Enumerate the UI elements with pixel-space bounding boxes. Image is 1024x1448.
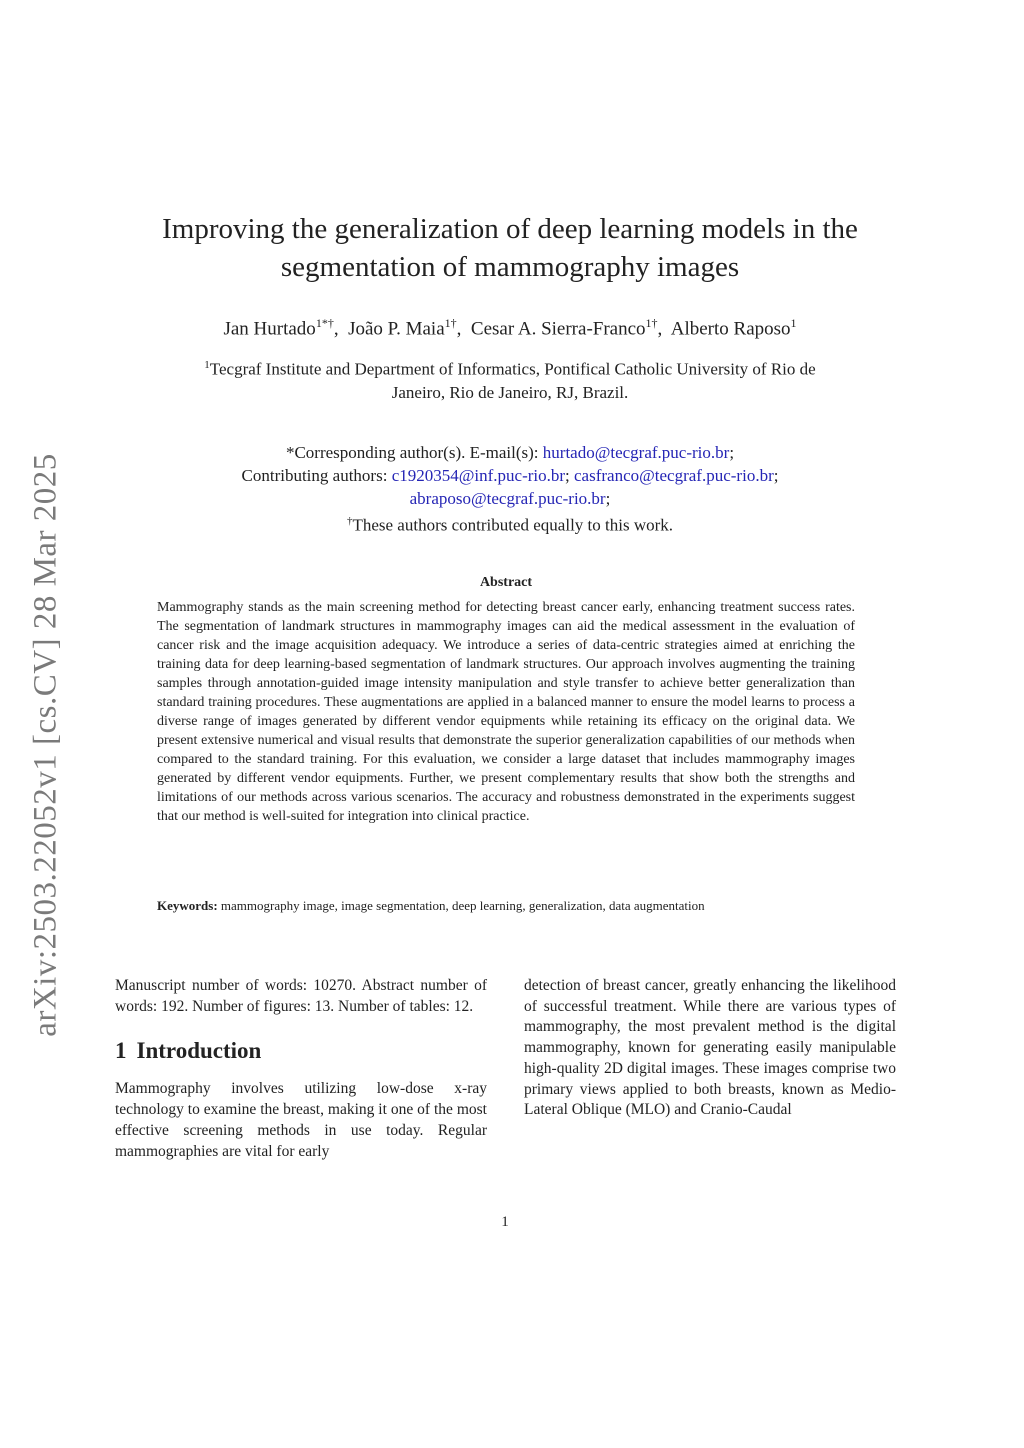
manuscript-info: Manuscript number of words: 10270. Abstract number of words: 192. Number of figures: 13. Number of tables: 12. (115, 977, 487, 1015)
left-column (115, 976, 487, 1162)
equal-contribution-mark: † (346, 515, 353, 527)
contributing-email-link[interactable]: c1920354@inf.puc-rio.br (391, 466, 566, 485)
intro-paragraph-continued: detection of breast cancer, greatly enhancing the likelihood of successful treatment. While there are various types of mammography, the most prevalent method is the digital mammography, known for generating easily manipulable high-quality 2D digital images. These images comprise two primary views applied to both breasts, known as Medio-Lateral Oblique (MLO) and Cranio-Caudal (524, 977, 896, 1119)
affiliation-mark: 1 (204, 359, 210, 371)
keywords-text: mammography image, image segmentation, deep learning, generalization, data augmentation (220, 898, 705, 913)
equal-contribution-note: These authors contributed equally to this work. (352, 515, 674, 535)
paper-title (130, 210, 890, 286)
contributing-email-link[interactable]: casfranco@tecgraf.puc-rio.br (574, 466, 774, 485)
author-list: Jan Hurtado$^{1*\dagger}$, João P. Maia$^{1\dagger}$, Cesar A. Sierra-Franco$^{1\dagger}$, Alberto Raposo$^1$ (223, 316, 797, 340)
affiliation (120, 354, 900, 404)
author-name: João P. Maia (348, 318, 445, 340)
affiliation-line-2: Janeiro, Rio de Janeiro, RJ, Brazil. (391, 382, 629, 402)
arxiv-stamp: arXiv:2503.22052v1 [cs.CV] 28 Mar 2025 (27, 453, 64, 1037)
right-column (524, 976, 896, 1121)
author-marks: 1 (790, 316, 797, 330)
author-name: Jan Hurtado (223, 318, 316, 340)
title-line-1: Improving the generalization of deep learning models in the (162, 213, 858, 245)
section-number: 1 (115, 1038, 127, 1064)
section-heading (115, 1037, 487, 1065)
author-name: Cesar A. Sierra-Franco (470, 318, 646, 340)
author-marks: 1† (645, 316, 658, 330)
contributing-label: Contributing authors: (241, 466, 392, 485)
page-number: 1 (501, 1214, 509, 1230)
affiliation-line-1: Tecgraf Institute and Department of Informatics, Pontifical Catholic University of Rio de (209, 359, 816, 379)
section-title: Introduction (136, 1038, 262, 1064)
corresponding-email-link[interactable]: hurtado@tecgraf.puc-rio.br (542, 443, 730, 462)
keywords-label: Keywords: (157, 898, 218, 913)
author-marks: 1† (444, 316, 457, 330)
author-name: Alberto Raposo (670, 318, 791, 340)
intro-paragraph: Mammography involves utilizing low-dose x-ray technology to examine the breast, making it one of the most effective screening methods in use today. Regular mammographies are vital for early (115, 1080, 487, 1160)
contact-block: *Corresponding author(s). E-mail(s): hurtado@tecgraf.puc-rio.br; Contributing authors: c1920354@inf.puc-rio.br; casfranco@tecgraf.puc-rio.br; abraposo@tecgraf.puc-rio.br; †These authors contributed equally to this work. (241, 443, 779, 535)
author-marks: 1*† (315, 316, 334, 330)
abstract-text: Mammography stands as the main screening method for detecting breast cancer early, enhancing treatment success rates. The segmentation of landmark structures in mammography images can aid the medical assessment in the evaluation of cancer risk and the image acquisition adequacy. We introduce a series of data-centric strategies aimed at enriching the training data for deep learning-based segmentation of landmark structures. Our approach involves augmenting the training samples through annotation-guided image intensity manipulation and style transfer to achieve better generalization than standard training procedures. These augmentations are applied in a balanced manner to ensure the model learns to process a diverse range of images generated by different vendor equipments while retaining its efficacy on the original data. We present extensive numerical and visual results that demonstrate the superior generalization capabilities of our methods when compared to the standard training. For this evaluation, we consider a large dataset that includes mammography images generated by different vendor equipments. Further, we present complementary results that show both the strengths and limitations of our methods across various scenarios. The accuracy and robustness demonstrated in the experiments suggest that our method is well-suited for integration into clinical practice. (157, 600, 855, 824)
keywords (157, 898, 855, 914)
abstract-heading: Abstract (479, 575, 533, 590)
corresponding-label: *Corresponding author(s). E-mail(s): (285, 443, 543, 462)
contributing-email-link[interactable]: abraposo@tecgraf.puc-rio.br (409, 489, 606, 508)
title-line-2: segmentation of mammography images (280, 251, 740, 283)
